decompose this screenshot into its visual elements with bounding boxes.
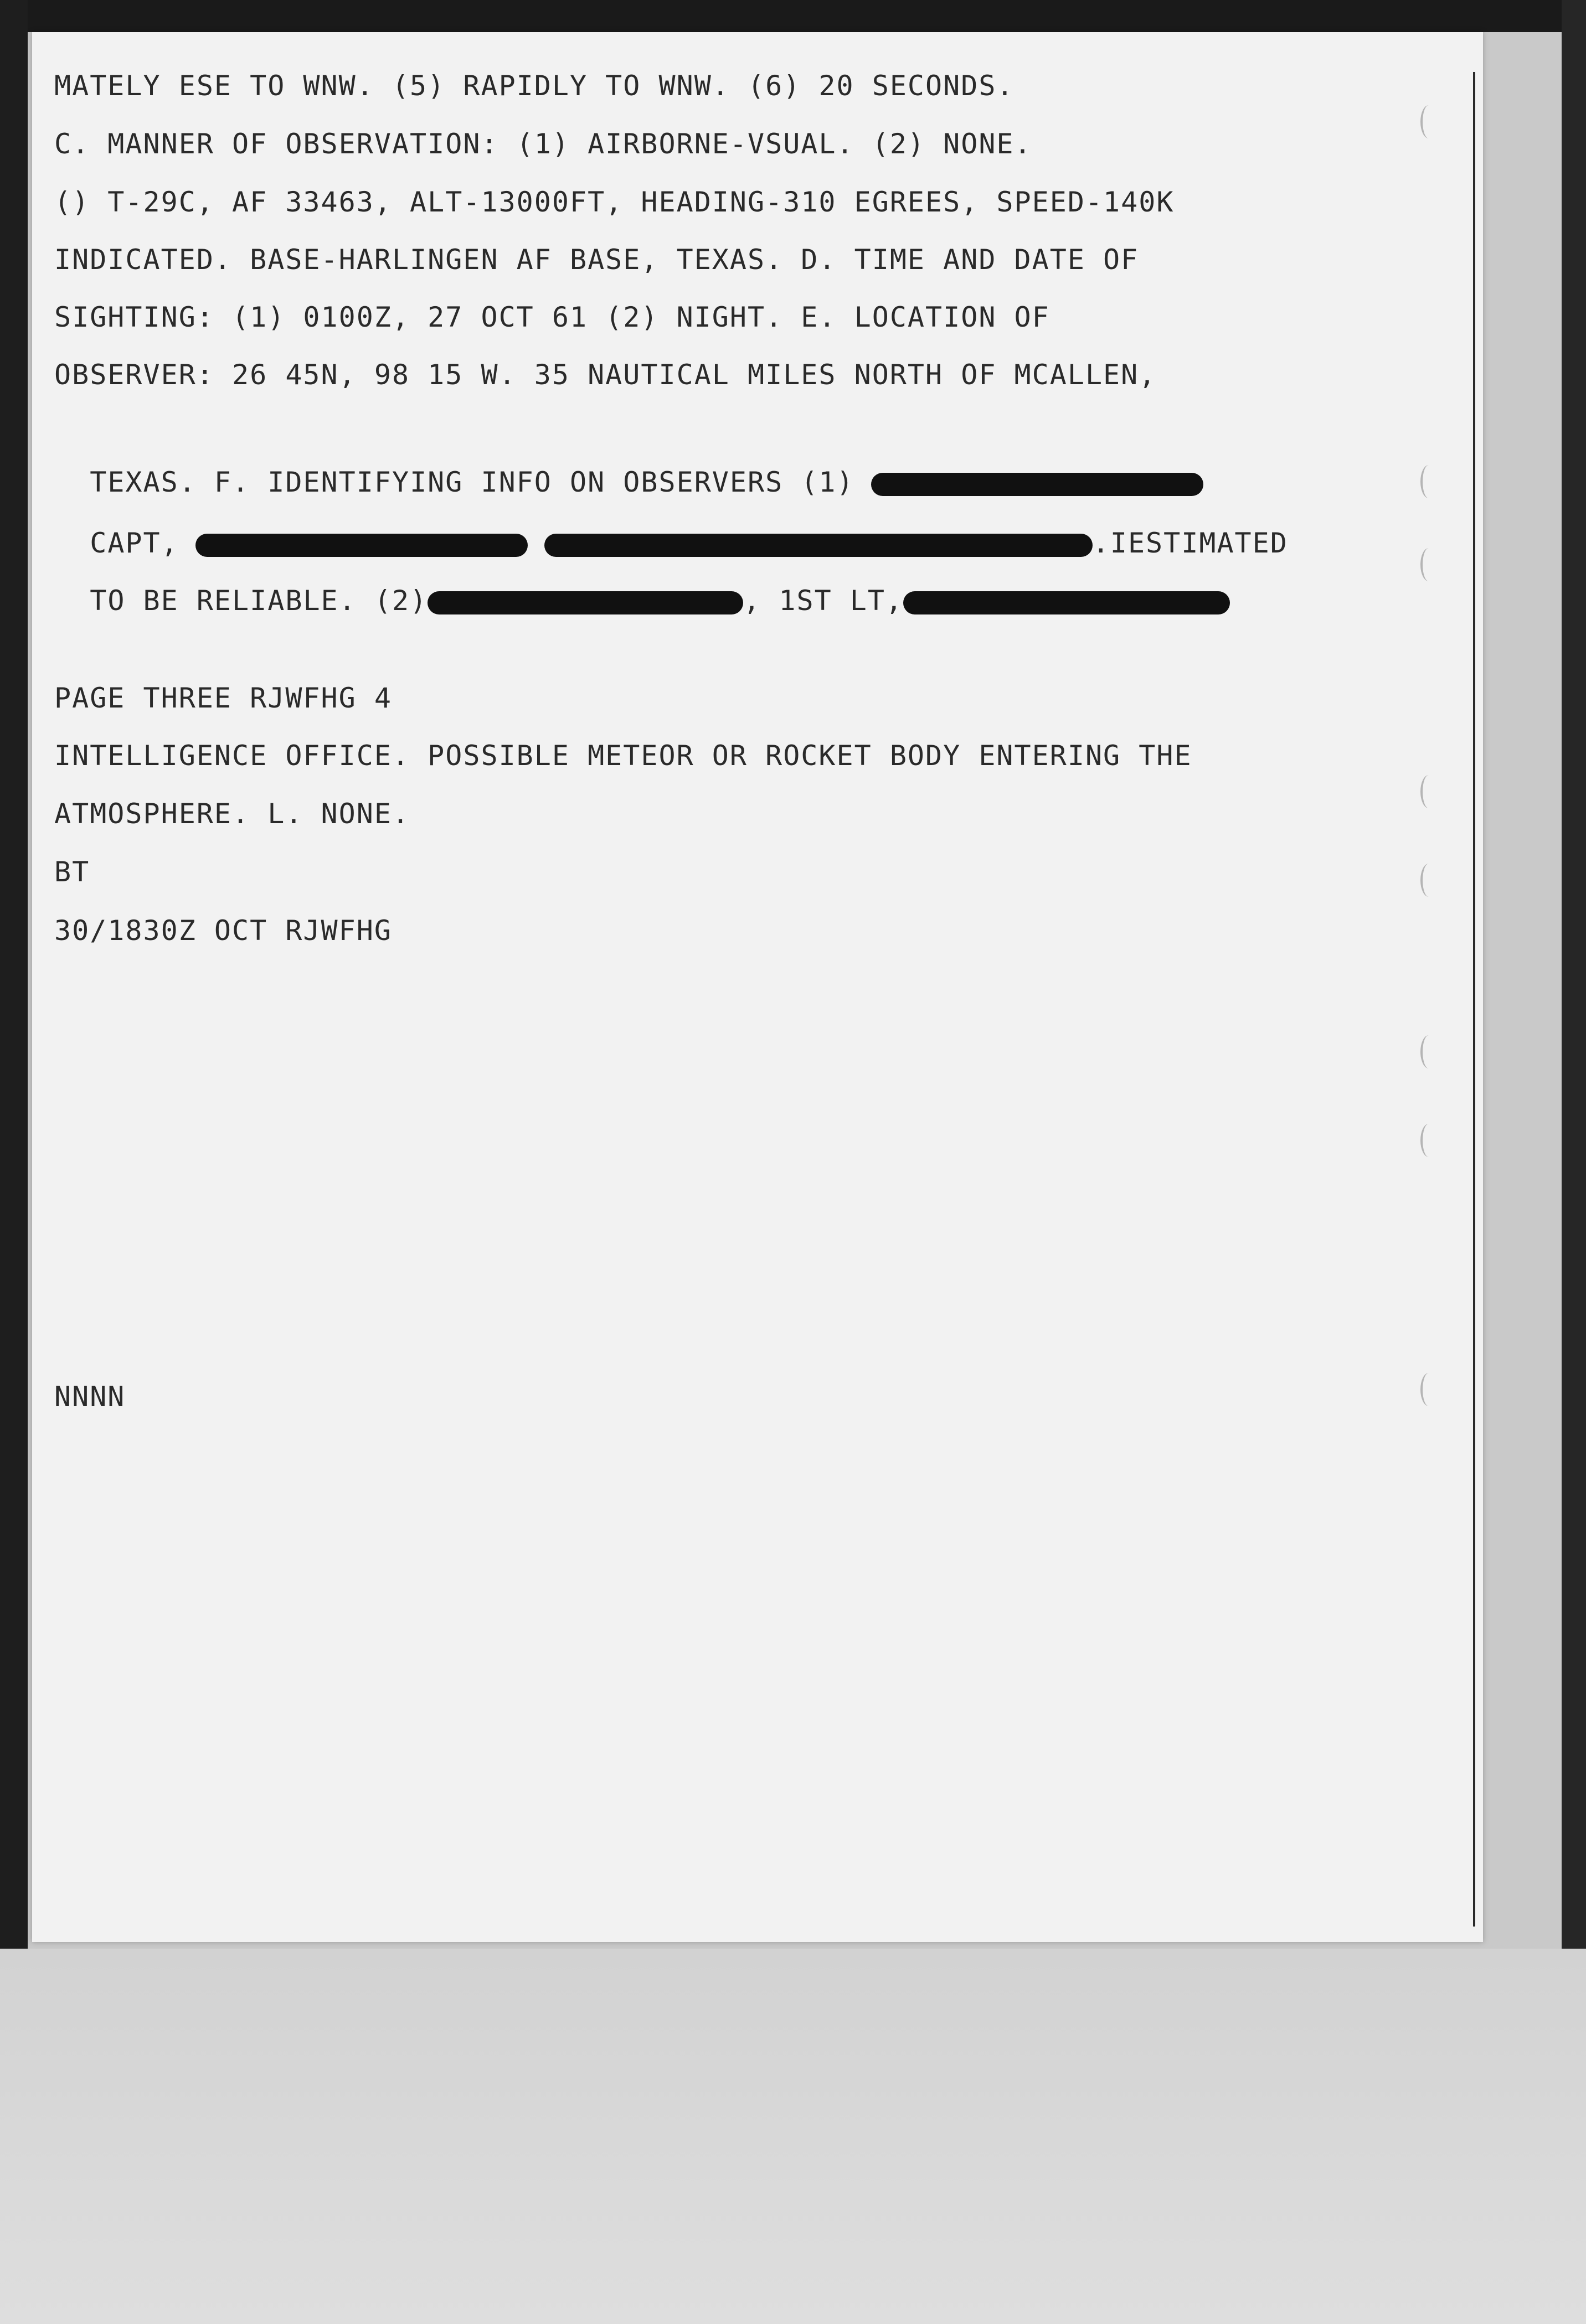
film-border-right (1562, 0, 1586, 1971)
text-line-5: SIGHTING: (1) 0100Z, 27 OCT 61 (2) NIGHT. E. LOCATION OF (54, 301, 1050, 333)
text-line-10: INTELLIGENCE OFFICE. POSSIBLE METEOR OR ROCKET BODY ENTERING THE (54, 740, 1192, 772)
text-line-2: C. MANNER OF OBSERVATION: (1) AIRBORNE-VSUAL. (2) NONE. (54, 128, 1032, 160)
page-header: PAGE THREE RJWFHG 4 (54, 682, 392, 714)
text-line-7 (54, 407, 1203, 498)
reliable-label: TO BE RELIABLE. (2) (90, 585, 428, 617)
margin-hole-mark (1420, 864, 1437, 897)
redaction-bar (903, 591, 1230, 614)
margin-hole-mark (1420, 775, 1437, 808)
margin-hole-mark (1420, 1124, 1437, 1157)
text-line-3: () T-29C, AF 33463, ALT-13000FT, HEADING-310 EGREES, SPEED-140K (54, 186, 1175, 218)
text-line-4: INDICATED. BASE-HARLINGEN AF BASE, TEXAS. D. TIME AND DATE OF (54, 244, 1139, 276)
observer-info-label: TEXAS. F. IDENTIFYING INFO ON OBSERVERS (1) (90, 466, 854, 498)
rank-lt-label: , 1ST LT, (743, 585, 904, 617)
redaction-bar (428, 591, 743, 614)
text-line-6: OBSERVER: 26 45N, 98 15 W. 35 NAUTICAL MILES NORTH OF MCALLEN, (54, 359, 1157, 391)
margin-hole-mark (1420, 1373, 1437, 1406)
message-break-bt: BT (54, 856, 90, 888)
film-border-top (0, 0, 1586, 32)
margin-hole-mark (1420, 105, 1437, 138)
film-border-left (0, 0, 28, 1971)
datetime-group: 30/1830Z OCT RJWFHG (54, 915, 392, 947)
estimated-label: .IESTIMATED (1092, 527, 1288, 559)
text-line-1: MATELY ESE TO WNW. (5) RAPIDLY TO WNW. (6) 20 SECONDS. (54, 70, 1015, 102)
text-line-9 (54, 526, 1230, 617)
margin-hole-mark (1420, 1035, 1437, 1068)
text-line-8 (54, 468, 1288, 559)
end-of-message-marker: NNNN (54, 1381, 126, 1413)
right-margin-rule (1473, 72, 1475, 1927)
margin-hole-mark (1420, 465, 1437, 498)
background-below-sheet (0, 1949, 1586, 2324)
rank-capt-label: CAPT, (90, 527, 179, 559)
margin-hole-mark (1420, 548, 1437, 581)
text-line-11: ATMOSPHERE. L. NONE. (54, 798, 410, 830)
